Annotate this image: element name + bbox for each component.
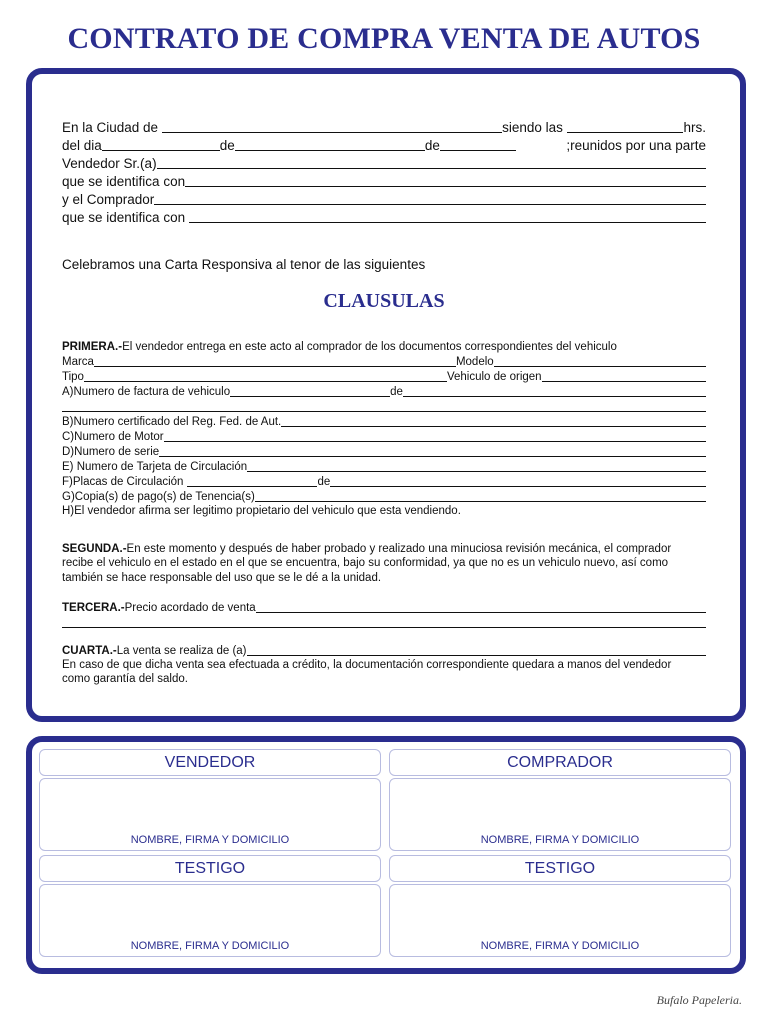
intro-time-label: siendo las: [502, 119, 563, 135]
cuarta-text-2: En caso de que dicha venta sea efectuada a crédito, la documentación correspondiente quedara a manos del vendedor: [62, 659, 672, 671]
comprador-caption: NOMBRE, FIRMA Y DOMICILIO: [480, 834, 640, 846]
tercera-line: [62, 600, 706, 615]
segunda-text-2: recibe el vehiculo en el estado en el que se encuentra, bajo su conformidad, ya que no es un vehiculo nuevo, así como: [62, 557, 669, 570]
intro-line-4: [62, 172, 706, 190]
factura-continuation-field[interactable]: [62, 399, 706, 412]
clause-tercera: [62, 600, 706, 630]
intro-month-de: de: [219, 137, 235, 153]
document-title: CONTRATO DE COMPRA VENTA DE AUTOS: [67, 22, 701, 55]
buyer-name-field[interactable]: [154, 190, 706, 205]
segunda-text-3: también se hace responsable del uso que se le dé a la unidad.: [62, 571, 382, 584]
cuarta-label: CUARTA.-: [62, 644, 117, 657]
certificado-label: B)Numero certificado del Reg. Fed. de Aut.: [62, 416, 282, 428]
factura-line: [62, 384, 706, 399]
year-field[interactable]: [440, 136, 516, 151]
testigo2-signature-box[interactable]: [389, 884, 731, 957]
segunda-text-1: En este momento y después de haber probado y realizado una minuciosa revisión mecánica, el comprador: [126, 543, 672, 555]
marca-line: [62, 354, 706, 369]
comprador-signature-box[interactable]: [389, 778, 731, 851]
serie-label: D)Numero de serie: [62, 446, 160, 458]
venta-a-field[interactable]: [247, 643, 706, 656]
primera-text: El vendedor entrega en este acto al comprador de los documentos correspondientes del vehiculo: [122, 341, 617, 353]
tenencia-line: [62, 489, 706, 504]
tipo-field[interactable]: [84, 369, 447, 382]
intro-line-2: [62, 136, 706, 154]
testigo1-caption: NOMBRE, FIRMA Y DOMICILIO: [130, 940, 290, 952]
origen-field[interactable]: [542, 369, 706, 382]
factura-continuation-line: [62, 399, 706, 414]
certificado-field[interactable]: [281, 414, 706, 427]
intro-day-label: del dia: [62, 137, 102, 153]
intro-paragraph: [62, 118, 706, 226]
time-field[interactable]: [567, 118, 684, 133]
serie-field[interactable]: [159, 444, 706, 457]
tipo-label: Tipo: [62, 371, 84, 383]
clause-segunda: [62, 542, 706, 585]
primera-label: PRIMERA.-: [62, 341, 123, 353]
vendedor-signature-box[interactable]: [39, 778, 381, 851]
testigo1-title: TESTIGO: [174, 860, 246, 877]
celebramos-text: Celebramos una Carta Responsiva al tenor de las siguientes: [62, 257, 426, 272]
modelo-field[interactable]: [494, 354, 706, 367]
tipo-line: [62, 369, 706, 384]
vendedor-caption: NOMBRE, FIRMA Y DOMICILIO: [130, 834, 290, 846]
placas-label: F)Placas de Circulación: [62, 476, 184, 488]
intro-hrs-label: hrs.: [683, 119, 706, 135]
seller-id-label: que se identifica con: [62, 173, 186, 189]
testigo2-caption: NOMBRE, FIRMA Y DOMICILIO: [480, 940, 640, 952]
motor-label: C)Numero de Motor: [62, 431, 164, 443]
testigo2-title: TESTIGO: [524, 860, 596, 877]
intro-line-1: [62, 118, 706, 136]
seller-id-field[interactable]: [185, 172, 706, 187]
factura-de-field[interactable]: [403, 384, 706, 397]
testigo1-signature-box[interactable]: [39, 884, 381, 957]
serie-line: [62, 444, 706, 459]
cuarta-text-3: como garantía del saldo.: [62, 673, 188, 686]
testigo2-header: [389, 855, 731, 882]
modelo-label: Modelo: [455, 356, 494, 368]
seller-name-field[interactable]: [157, 154, 706, 169]
factura-field[interactable]: [230, 384, 390, 397]
precio-field[interactable]: [256, 600, 706, 613]
motor-line: [62, 429, 706, 444]
primera-intro: [62, 340, 706, 354]
placas-field[interactable]: [187, 474, 317, 487]
vendedor-header: [39, 749, 381, 776]
propietario-text: H)El vendedor afirma ser legitimo propietario del vehiculo que esta vendiendo.: [62, 505, 461, 518]
city-field[interactable]: [162, 118, 502, 133]
tenencia-label: G)Copia(s) de pago(s) de Tenencia(s): [62, 491, 255, 503]
day-field[interactable]: [102, 136, 220, 151]
clause-cuarta: [62, 643, 706, 687]
factura-de-label: de: [390, 386, 403, 398]
month-field[interactable]: [235, 136, 425, 151]
intro-reunidos-label: ;reunidos por una parte: [566, 137, 706, 153]
cuarta-text: La venta se realiza de (a): [116, 644, 247, 657]
intro-line-5: [62, 190, 706, 208]
buyer-id-field[interactable]: [189, 208, 706, 223]
vendedor-title: VENDEDOR: [164, 754, 256, 771]
tercera-text: Precio acordado de venta: [124, 601, 256, 614]
segunda-line-1: [62, 542, 706, 556]
seller-label: Vendedor Sr.(a): [62, 155, 157, 171]
intro-city-label: En la Ciudad de: [62, 119, 159, 135]
tarjeta-label: E) Numero de Tarjeta de Circulación: [62, 461, 248, 473]
tarjeta-field[interactable]: [247, 459, 706, 472]
marca-field[interactable]: [94, 354, 456, 367]
marca-label: Marca: [62, 356, 94, 368]
placas-de-field[interactable]: [330, 474, 706, 487]
buyer-label: y el Comprador: [62, 191, 155, 207]
placas-de-label: de: [317, 476, 331, 488]
brand-signature: Bufalo Papeleria.: [656, 993, 742, 1007]
precio-continuation-field[interactable]: [62, 615, 706, 628]
certificado-line: [62, 414, 706, 429]
clausulas-heading: CLAUSULAS: [323, 290, 445, 312]
intro-year-de: de: [424, 137, 440, 153]
origen-label: Vehiculo de origen: [446, 371, 542, 383]
tenencia-field[interactable]: [255, 489, 706, 502]
intro-line-3: [62, 154, 706, 172]
placas-line: [62, 474, 706, 489]
cuarta-line: [62, 643, 706, 658]
intro-line-6: [62, 208, 706, 226]
motor-field[interactable]: [164, 429, 706, 442]
buyer-id-label: que se identifica con: [62, 209, 186, 225]
comprador-title: COMPRADOR: [507, 754, 613, 771]
segunda-label: SEGUNDA.-: [62, 543, 127, 555]
factura-label: A)Numero de factura de vehiculo: [62, 386, 231, 398]
clause-primera: [62, 340, 706, 519]
tercera-label: TERCERA.-: [62, 601, 125, 614]
tarjeta-line: [62, 459, 706, 474]
tercera-continuation-line: [62, 615, 706, 630]
testigo1-header: [39, 855, 381, 882]
comprador-header: [389, 749, 731, 776]
